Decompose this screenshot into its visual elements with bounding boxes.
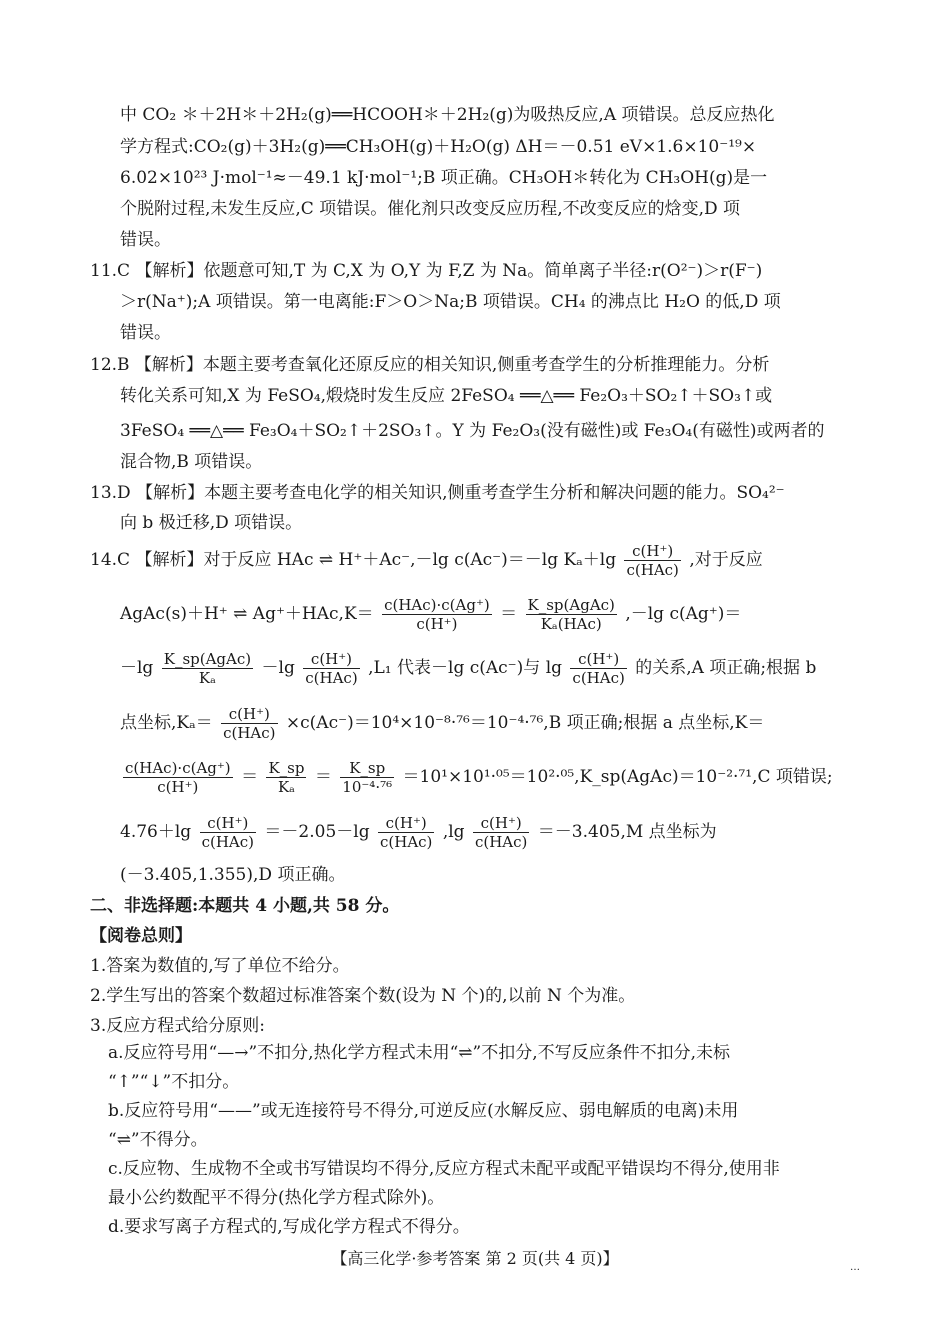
fraction-h-hac: $\frac{c(H^+)}{\text{c(HAc)}}$ — [474, 814, 528, 851]
text-line: 向 b 极迁移,D 项错误。 — [120, 513, 303, 533]
fraction-h-hac: $\frac{c(H^+)}{\text{c(HAc)}}$ — [572, 650, 625, 687]
section-2-heading: 二、非选择题:本题共 4 小题,共 58 分。 — [90, 896, 400, 916]
text-line: 6.02×10²³ J·mol⁻¹≈－49.1 kJ·mol⁻¹;B 项正确。CH₃OH＊转化为 CH₃OH(g)是一 — [120, 168, 768, 188]
q14-line-6: 4.76＋lg $\frac{c(H^+)}{\text{c(HAc)}}$ ＝－2.05－lg $\frac{c(H^+)}{\text{c(HAc)}}$ ,lg $\frac{c(H^+)}{\text{c(HAc)}}$ ＝－3.405,M 点坐标为 — [120, 814, 717, 851]
text-line: (－3.405,1.355),D 项正确。 — [120, 865, 346, 885]
fraction-ksp-ka: $\frac{\text{K\_sp(AgAc)}}{\text{Kₐ(HAc)}}$ — [527, 596, 615, 633]
fraction-k-expr: $\frac{\text{c(HAc)·c(Ag⁺)}}{c(H^+)}$ — [384, 596, 490, 633]
fraction-h-hac: $\frac{c(H^+)}{\text{c(HAc)}}$ — [626, 542, 679, 579]
text-line: 个脱附过程,未发生反应,C 项错误。催化剂只改变反应历程,不改变反应的焓变,D 项 — [120, 199, 741, 219]
question-14: 14.C 【解析】对于反应 HAc ⇌ H⁺＋Ac⁻,－lg c(Ac⁻)＝－lg Kₐ＋lg $\frac{c(H^+)}{\text{c(HAc)}}$ ,对于反应 — [90, 542, 763, 579]
rule-3c: c.反应物、生成物不全或书写错误均不得分,反应方程式未配平或配平错误均不得分,使用非 — [108, 1159, 780, 1179]
fraction-ksp-ka2: $\frac{\text{K\_sp(AgAc)}}{\text{Kₐ}}$ — [163, 650, 252, 687]
fraction-k-expr: $\frac{\text{c(HAc)·c(Ag⁺)}}{c(H^+)}$ — [125, 759, 231, 796]
text-line: 混合物,B 项错误。 — [120, 452, 263, 472]
fraction-ksp-pow: $\frac{K\_sp}{\text{10⁻⁴·⁷⁶}}$ — [342, 759, 393, 796]
rule-3: 3.反应方程式给分原则: — [90, 1016, 265, 1036]
text-line: 中 CO₂ ＊＋2H＊＋2H₂(g)══HCOOH＊＋2H₂(g)为吸热反应,A 项错误。总反应热化 — [120, 105, 775, 125]
text-line: 错误。 — [120, 323, 171, 343]
fraction-h-hac: $\frac{c(H^+)}{\text{c(HAc)}}$ — [379, 814, 433, 851]
rule-3c-cont: 最小公约数配平不得分(热化学方程式除外)。 — [108, 1188, 445, 1208]
q14-line-3: －lg $\frac{\text{K\_sp(AgAc)}}{\text{Kₐ}}$ －lg $\frac{c(H^+)}{\text{c(HAc)}}$ ,L₁ 代表－lg c(Ac⁻)与 lg $\frac{c(H^+)}{\text{c(HAc)}}$ 的关系,A 项正确;根据 b — [120, 650, 817, 687]
question-11: 11.C 【解析】依题意可知,T 为 C,X 为 O,Y 为 F,Z 为 Na。简单离子半径:r(O²⁻)＞r(F⁻) — [90, 261, 763, 281]
page-footer: 【高三化学·参考答案 第 2 页(共 4 页)】 — [331, 1249, 619, 1268]
text-line: ＞r(Na⁺);A 项错误。第一电离能:F＞O＞Na;B 项错误。CH₄ 的沸点比 H₂O 的低,D 项 — [120, 292, 781, 312]
rule-3a: a.反应符号用“—→”不扣分,热化学方程式未用“⇌”不扣分,不写反应条件不扣分,未标 — [108, 1043, 731, 1063]
q14-line-5: $\frac{\text{c(HAc)·c(Ag⁺)}}{c(H^+)}$ ＝ $\frac{K\_sp}{\text{Kₐ}}$ ＝ $\frac{K\_sp}{\text{10⁻⁴·⁷⁶}}$ ＝10¹×10¹·⁰⁵＝10²·⁰⁵,K_sp(AgAc)＝10⁻²·⁷¹,C 项错误; — [125, 759, 833, 796]
fraction-h-hac: $\frac{c(H^+)}{\text{c(HAc)}}$ — [305, 650, 358, 687]
rule-2: 2.学生写出的答案个数超过标准答案个数(设为 N 个)的,以前 N 个为准。 — [90, 986, 636, 1006]
rule-1: 1.答案为数值的,写了单位不给分。 — [90, 956, 350, 976]
corner-mark: … — [850, 1262, 860, 1273]
rule-3d: d.要求写离子方程式的,写成化学方程式不得分。 — [108, 1217, 470, 1237]
fraction-ksp-ka3: $\frac{K\_sp}{\text{Kₐ}}$ — [268, 759, 305, 796]
q14-text: 14.C 【解析】对于反应 HAc ⇌ H⁺＋Ac⁻,－lg c(Ac⁻)＝－lg Kₐ＋lg — [90, 550, 617, 570]
fraction-h-hac: $\frac{c(H^+)}{\text{c(HAc)}}$ — [201, 814, 254, 851]
text-line: 学方程式:CO₂(g)＋3H₂(g)══CH₃OH(g)＋H₂O(g) ΔH＝－0.51 eV×1.6×10⁻¹⁹× — [120, 137, 757, 157]
rules-title: 【阅卷总则】 — [90, 926, 192, 946]
text-line: 转化关系可知,X 为 FeSO₄,煅烧时发生反应 2FeSO₄ ══△══ Fe₂O₃＋SO₂↑＋SO₃↑或 — [120, 386, 773, 406]
q14-line-2: AgAc(s)＋H⁺ ⇌ Ag⁺＋HAc,K＝ $\frac{\text{c(HAc)·c(Ag⁺)}}{c(H^+)}$ ＝ $\frac{\text{K\_sp(AgAc)}}{\text{Kₐ(HAc)}}$ ,－lg c(Ag⁺)＝ — [120, 596, 742, 633]
text-line: 3FeSO₄ ══△══ Fe₃O₄＋SO₂↑＋2SO₃↑。Y 为 Fe₂O₃(没有磁性)或 Fe₃O₄(有磁性)或两者的 — [120, 421, 825, 441]
fraction-h-hac: $\frac{c(H^+)}{\text{c(HAc)}}$ — [223, 705, 276, 742]
rule-3b: b.反应符号用“——”或无连接符号不得分,可逆反应(水解反应、弱电解质的电离)未用 — [108, 1101, 739, 1121]
rule-3a-cont: “↑”“↓”不扣分。 — [108, 1072, 240, 1092]
question-12: 12.B 【解析】本题主要考查氧化还原反应的相关知识,侧重考查学生的分析推理能力。分析 — [90, 355, 770, 375]
rule-3b-cont: “⇌”不得分。 — [108, 1130, 208, 1150]
text-line: 错误。 — [120, 230, 171, 250]
q14-line-4: 点坐标,Kₐ＝ $\frac{c(H^+)}{\text{c(HAc)}}$ ×c(Ac⁻)＝10⁴×10⁻⁸·⁷⁶＝10⁻⁴·⁷⁶,B 项正确;根据 a 点坐标,K＝ — [120, 705, 765, 742]
question-13: 13.D 【解析】本题主要考查电化学的相关知识,侧重考查学生分析和解决问题的能力。SO₄²⁻ — [90, 483, 785, 503]
